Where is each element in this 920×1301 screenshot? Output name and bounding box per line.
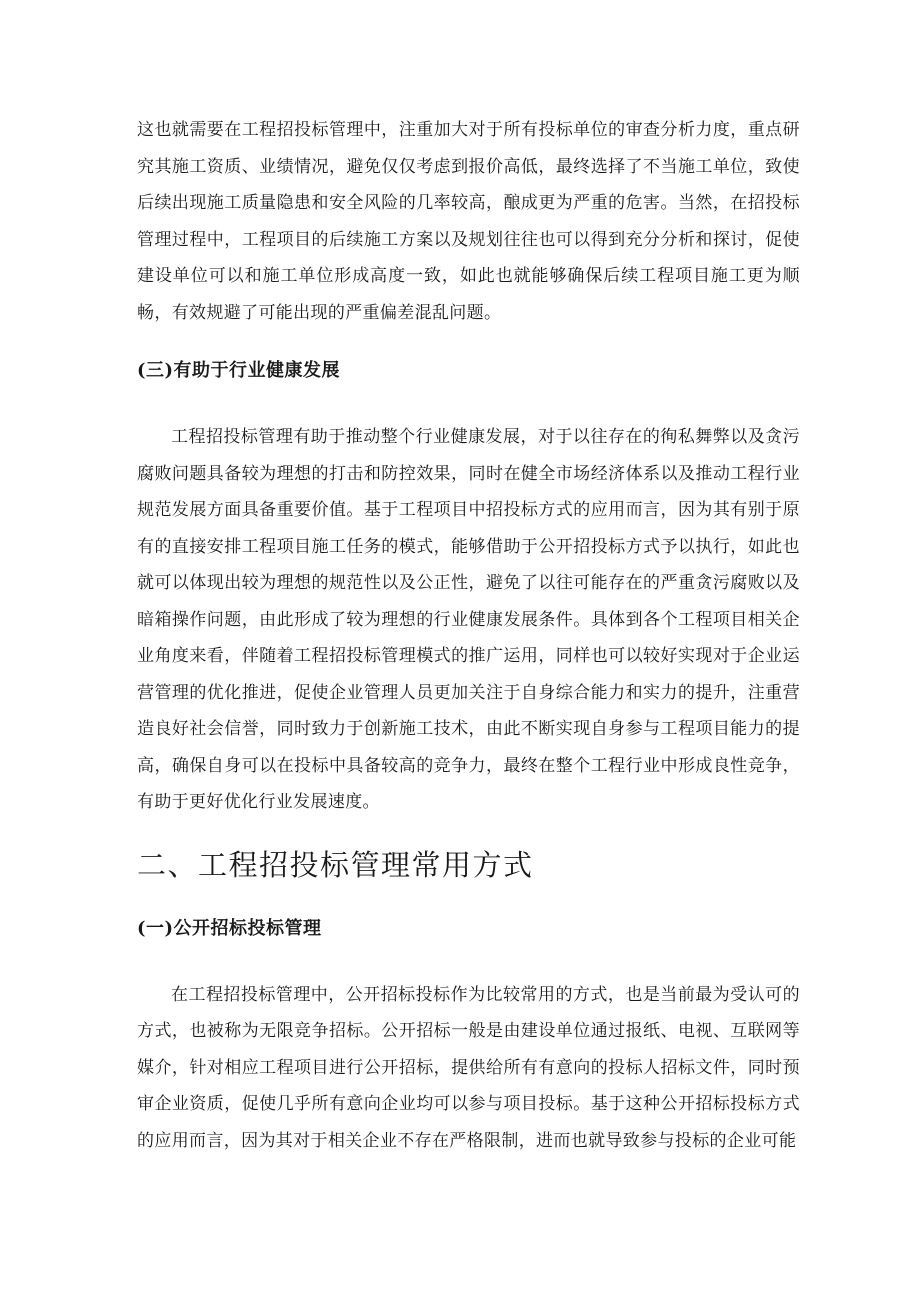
paragraph-review-bidders: 这也就需要在工程招投标管理中，注重加大对于所有投标单位的审查分析力度，重点研究其施工资质、业绩情况，避免仅仅考虑到报价高低，最终选择了不当施工单位，致使后续出现施工质量隐患和安全风险的几率较高，酿成更为严重的危害。当然，在招投标管理过程中，工程项目的后续施工方案以及规划往往也可以得到充分分析和探讨，促使建设单位可以和施工单位形成高度一致，如此也就能够确保后续工程项目施工更为顺畅，有效规避了可能出现的严重偏差混乱问题。 [137, 120, 800, 323]
paragraph-industry-health: 工程招投标管理有助于推动整个行业健康发展，对于以往存在的徇私舞弊以及贪污腐败问题具备较为理想的打击和防控效果，同时在健全市场经济体系以及推动工程行业规范发展方面具备重要价值。基于工程项目中招投标方式的应用而言，因为其有别于原有的直接安排工程项目施工任务的模式，能够借助于公开招投标方式予以执行，如此也就可以体现出较为理想的规范性以及公正性，避免了以往可能存在的严重贪污腐败以及暗箱操作问题，由此形成了较为理想的行业健康发展条件。具体到各个工程项目相关企业角度来看，伴随着工程招投标管理模式的推广运用，同样也可以较好实现对于企业运营管理的优化推进，促使企业管理人员更加关注于自身综合能力和实力的提升，注重营造良好社会信誉，同时致力于创新施工技术，由此不断实现自身参与工程项目能力的提高，确保自身可以在投标中具备较高的竞争力，最终在整个工程行业中形成良性竞争，有助于更好优化行业发展速度。 [137, 427, 800, 812]
subheading-public-tender: (一)公开招标投标管理 [137, 917, 322, 939]
document-body [137, 112, 800, 1159]
subheading-industry-health: (三)有助于行业健康发展 [137, 360, 341, 381]
section-heading-common-methods: 二、工程招投标管理常用方式 [137, 847, 534, 882]
paragraph-public-tender: 在工程招投标管理中，公开招标投标作为比较常用的方式，也是当前最为受认可的方式，也被称为无限竞争招标。公开招标一般是由建设单位通过报纸、电视、互联网等媒介，针对相应工程项目进行公开招标，提供给所有有意向的投标人招标文件，同时预审企业资质，促使几乎所有意向企业均可以参与项目投标。基于这种公开招标投标方式的应用而言，因为其对于相关企业不存在严格限制，进而也就导致参与投标的企业可能 [137, 984, 800, 1151]
